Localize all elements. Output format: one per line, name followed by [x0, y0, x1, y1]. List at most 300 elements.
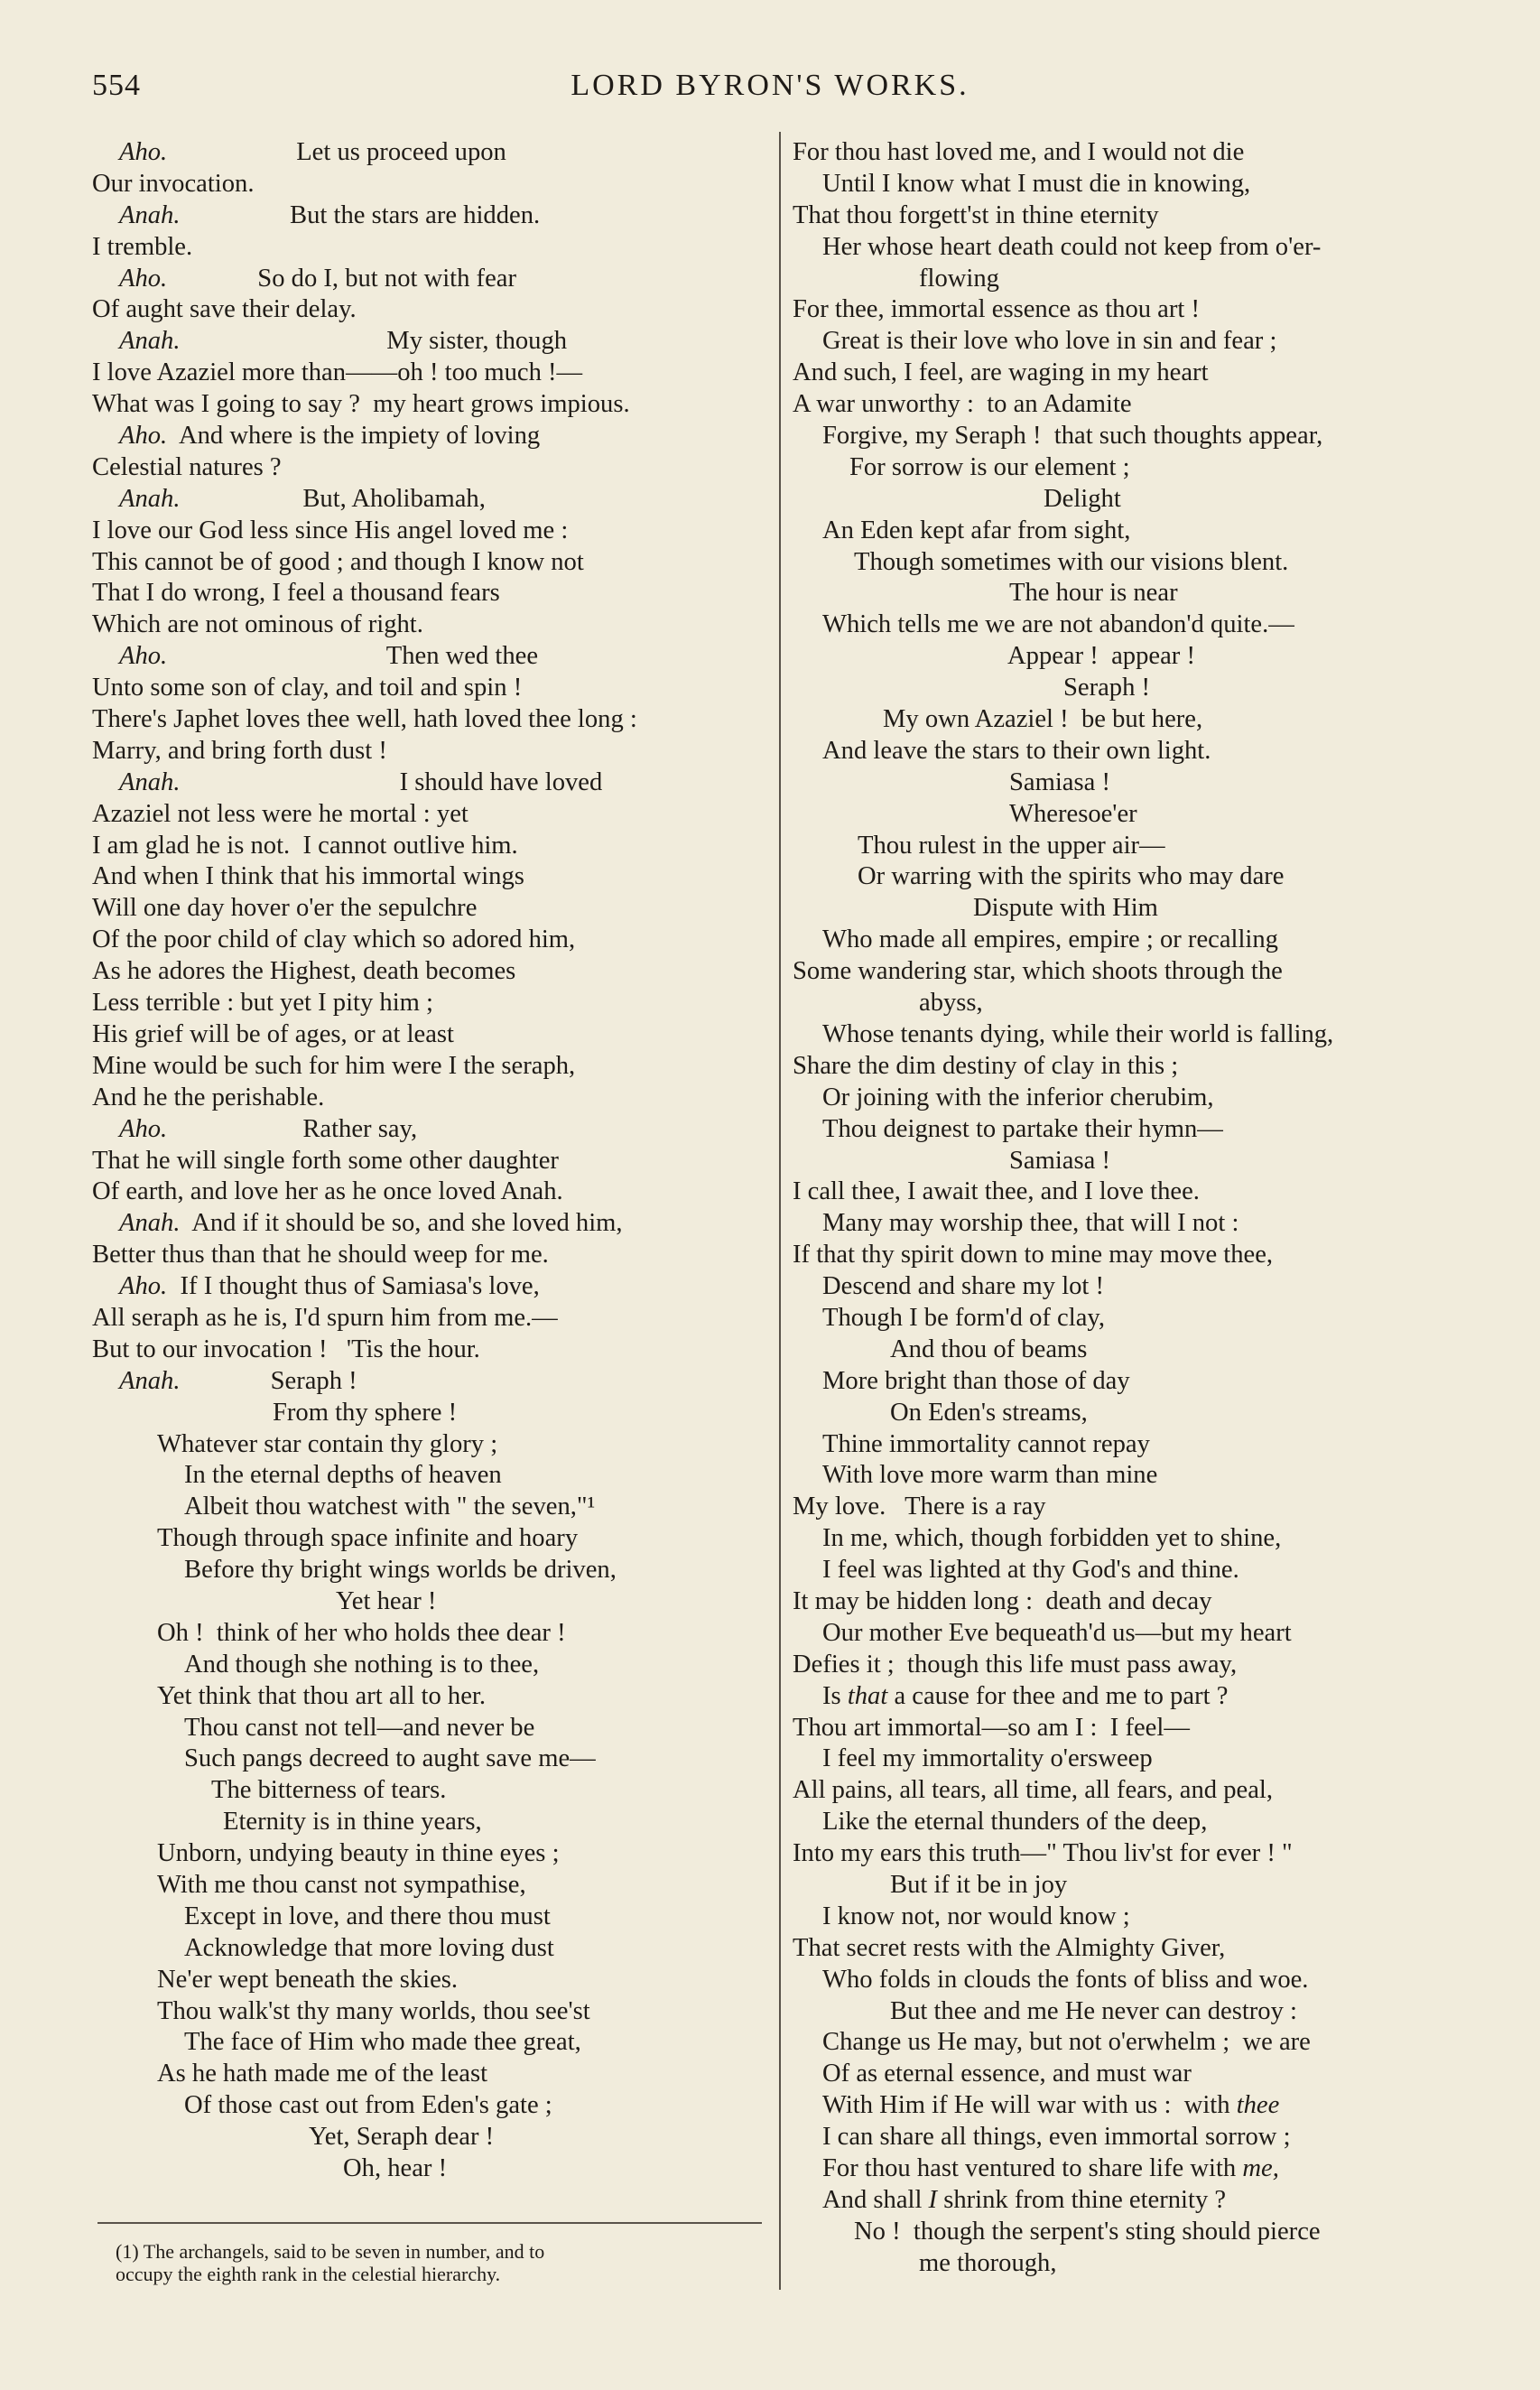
verse-line [793, 326, 1465, 358]
line-text: There's Japhet loves thee well, hath loved thee long : [92, 705, 637, 734]
verse-line [92, 1146, 765, 1177]
verse-line [92, 861, 765, 893]
verse-line-text [119, 485, 486, 513]
line-text: I tremble. [92, 232, 193, 261]
verse-line [793, 1051, 1465, 1083]
line-text: Let us proceed upon [167, 138, 506, 166]
line-text: Eternity is in thine years, [223, 1808, 482, 1837]
verse-line-text [92, 832, 518, 860]
left-column [92, 137, 765, 2185]
verse-line-text [822, 1966, 1308, 1994]
line-text: I feel my immortality o'ersweep [822, 1744, 1153, 1773]
verse-line-text [822, 233, 1321, 261]
line-text: Into my ears this truth—" Thou liv'st for ever ! " [793, 1839, 1293, 1868]
line-text: No ! though the serpent's sting should pierce [854, 2217, 1321, 2246]
verse-line [793, 389, 1465, 421]
verse-line-text [92, 989, 433, 1017]
page-number: 554 [92, 69, 141, 102]
line-text: As he adores the Highest, death becomes [92, 957, 516, 986]
verse-line-text [822, 925, 1278, 953]
line-text: But the stars are hidden. [180, 200, 541, 229]
verse-line [793, 1398, 1465, 1429]
verse-line [92, 1933, 765, 1965]
verse-line [92, 1019, 765, 1051]
verse-line-text [92, 925, 575, 953]
verse-line [92, 1996, 765, 2028]
verse-line-text [157, 1966, 458, 1994]
verse-line-text [793, 1651, 1237, 1679]
verse-line-text [92, 1304, 558, 1332]
verse-line-text [822, 1209, 1238, 1237]
verse-line-text [919, 989, 983, 1017]
verse-line-text [336, 1587, 436, 1615]
verse-line-text [92, 705, 637, 733]
line-text: Which tells me we are not abandon'd quite.— [822, 610, 1294, 639]
verse-line [793, 2027, 1465, 2059]
footnote [116, 2240, 765, 2285]
verse-line-text [119, 1272, 540, 1300]
line-text: Who folds in clouds the fonts of bliss and woe. [822, 1965, 1309, 1994]
verse-line-text [854, 548, 1288, 576]
verse-line [793, 1965, 1465, 1996]
line-text: Oh ! think of her who holds thee dear ! [157, 1618, 566, 1647]
speaker-name: Aho. [119, 642, 168, 671]
line-text: And such, I feel, are waging in my heart [793, 358, 1209, 387]
line-text: What was I going to say ? my heart grows impious. [92, 390, 630, 419]
verse-line-text [890, 1997, 1297, 2025]
verse-line [793, 1303, 1465, 1334]
verse-line [92, 673, 765, 704]
verse-line [92, 1429, 765, 1461]
verse-line-text [822, 2060, 1192, 2088]
line-text: With love more warm than mine [822, 1461, 1158, 1490]
line-text: Great is their love who love in sin and fear ; [822, 327, 1277, 356]
line-text: Yet think that thou art all to her. [157, 1681, 487, 1710]
verse-line [793, 831, 1465, 862]
verse-line-text [822, 2186, 1226, 2214]
verse-line-text [157, 1839, 560, 1867]
verse-line-text [793, 1177, 1200, 1205]
speaker-name: Aho. [119, 1272, 168, 1301]
line-text: Rather say, [167, 1114, 418, 1143]
verse-line-text [119, 642, 538, 670]
verse-line-text [157, 1524, 578, 1552]
verse-line-text [119, 422, 540, 450]
verse-line-text [973, 894, 1158, 922]
verse-line [793, 421, 1465, 452]
verse-line [793, 1271, 1465, 1303]
verse-line [92, 767, 765, 799]
speaker-name: Aho. [119, 1114, 168, 1143]
verse-line [793, 1902, 1465, 1933]
line-text: But if it be in joy [890, 1870, 1068, 1899]
line-text: Less terrible : but yet I pity him ; [92, 989, 434, 1018]
line-text: I should have loved [180, 767, 603, 796]
verse-line-text [92, 358, 582, 386]
verse-line-text [890, 1399, 1088, 1427]
verse-line-text [822, 1115, 1223, 1143]
line-text: And he the perishable. [92, 1083, 325, 1111]
verse-line-text [119, 1209, 623, 1237]
verse-line-text [157, 1619, 566, 1647]
line-text: For thou hast loved me, and I would not die [793, 138, 1245, 166]
line-text: And shall [822, 2185, 929, 2214]
verse-line [793, 452, 1465, 484]
line-text: Her whose heart death could not keep from o'er- [822, 232, 1322, 261]
line-text: Though I be form'd of clay, [822, 1303, 1105, 1332]
line-text: As he hath made me of the least [157, 2060, 488, 2088]
line-text: For thou hast ventured to share life with [822, 2154, 1243, 2182]
line-text: Such pangs decreed to aught save me— [184, 1744, 596, 1773]
verse-line [793, 264, 1465, 295]
emphasis-text: thee [1236, 2091, 1280, 2120]
line-text: More bright than those of day [822, 1366, 1130, 1395]
verse-line [793, 1744, 1465, 1775]
verse-line [92, 1398, 765, 1429]
verse-line-text [822, 2123, 1291, 2151]
verse-line-text [92, 1241, 549, 1269]
verse-line [793, 1460, 1465, 1492]
line-text: Wheresoe'er [1009, 799, 1137, 828]
line-text: shrink from thine eternity ? [937, 2185, 1227, 2214]
verse-line-text [858, 862, 1284, 890]
footnote-text: occupy the eighth rank in the celestial hierarchy. [116, 2263, 501, 2285]
verse-line [793, 2153, 1465, 2185]
footnote-line [116, 2240, 765, 2263]
verse-line-text [822, 2028, 1311, 2056]
line-text: That he will single forth some other daughter [92, 1146, 559, 1175]
verse-line-text [119, 327, 567, 355]
verse-line-text [92, 957, 515, 985]
verse-line [92, 1744, 765, 1775]
line-text: a cause for thee and me to part ? [887, 1681, 1229, 1710]
verse-line-text [273, 1399, 457, 1427]
verse-line-text [919, 2249, 1056, 2277]
running-header: LORD BYRON'S WORKS. [571, 69, 969, 102]
line-text: Who made all empires, empire ; or recalling [822, 925, 1278, 954]
verse-line [92, 1586, 765, 1618]
verse-line [793, 484, 1465, 516]
verse-line-text [822, 327, 1276, 355]
verse-line [793, 294, 1465, 326]
verse-line-text [92, 516, 568, 544]
verse-line [92, 358, 765, 389]
verse-line [793, 1870, 1465, 1902]
line-text: For sorrow is our element ; [849, 452, 1130, 481]
line-text: And where is the impiety of loving [167, 422, 541, 451]
verse-line [793, 609, 1465, 641]
verse-line-text [184, 1493, 595, 1520]
line-text: Of as eternal essence, and must war [822, 2060, 1192, 2088]
verse-line [92, 831, 765, 862]
verse-line [793, 516, 1465, 547]
verse-line [92, 2122, 765, 2153]
verse-line [793, 799, 1465, 831]
verse-line-text [793, 957, 1283, 985]
verse-line [793, 704, 1465, 736]
line-text: Descend and share my lot ! [822, 1272, 1105, 1301]
line-text: Celestial natures ? [92, 452, 282, 481]
verse-line-text [1009, 800, 1137, 828]
verse-line-text [184, 1902, 551, 1930]
verse-line-text [119, 138, 506, 166]
verse-line-text [157, 1682, 486, 1710]
verse-line [92, 1208, 765, 1240]
verse-line-text [793, 1587, 1212, 1615]
verse-line [793, 956, 1465, 988]
verse-line-text [793, 295, 1200, 323]
line-text: With me thou canst not sympathise, [157, 1870, 526, 1899]
verse-line [92, 736, 765, 767]
line-text: If I thought thus of Samiasa's love, [167, 1272, 540, 1301]
verse-line-text [822, 1524, 1281, 1552]
verse-line-text [919, 265, 999, 293]
line-text: But to our invocation ! 'Tis the hour. [92, 1334, 480, 1363]
verse-line [793, 1523, 1465, 1555]
verse-line [793, 232, 1465, 264]
line-text: If that thy spirit down to mine may move thee, [793, 1241, 1274, 1269]
verse-line [793, 1019, 1465, 1051]
line-text: Defies it ; though this life must pass away, [793, 1650, 1238, 1679]
verse-line-text [822, 1083, 1214, 1111]
line-text: Our invocation. [92, 169, 255, 198]
line-text: Thou walk'st thy many worlds, thou see'st [157, 1996, 590, 2025]
speaker-name: Anah. [119, 1209, 181, 1238]
line-text: Of aught save their delay. [92, 295, 357, 324]
verse-line [793, 1933, 1465, 1965]
line-text: And if it should be so, and she loved him, [180, 1209, 623, 1238]
verse-line-text [184, 1744, 596, 1772]
verse-line [92, 421, 765, 452]
verse-line-text [1009, 1147, 1110, 1175]
verse-line-text [793, 1714, 1190, 1742]
line-text: Whose tenants dying, while their world is falling, [822, 1019, 1334, 1048]
verse-line-text [119, 1367, 357, 1395]
verse-line-text [890, 1871, 1067, 1899]
verse-line [92, 232, 765, 264]
verse-line [793, 1083, 1465, 1114]
verse-line [92, 516, 765, 547]
verse-line-text [92, 170, 254, 198]
verse-line-text [1063, 674, 1150, 702]
verse-line [92, 988, 765, 1019]
line-text: Our mother Eve bequeath'd us—but my heart [822, 1618, 1292, 1647]
line-text: Seraph ! [180, 1366, 357, 1395]
emphasis-text: me, [1242, 2154, 1279, 2182]
verse-line [92, 1303, 765, 1334]
verse-line-text [849, 453, 1130, 481]
verse-line [793, 767, 1465, 799]
verse-line [92, 2090, 765, 2122]
line-text: His grief will be of ages, or at least [92, 1019, 454, 1048]
verse-line [92, 389, 765, 421]
verse-line [92, 1681, 765, 1713]
line-text: Ne'er wept beneath the skies. [157, 1965, 459, 1994]
verse-line-text [184, 1651, 539, 1679]
line-text: Samiasa ! [1009, 1146, 1110, 1175]
verse-line-text [822, 422, 1322, 450]
verse-line [92, 1713, 765, 1744]
verse-line [793, 861, 1465, 893]
verse-line [793, 1650, 1465, 1681]
emphasis-text: I [928, 2185, 938, 2214]
line-text: This cannot be of good ; and though I know not [92, 547, 584, 576]
verse-line-text [223, 1808, 482, 1836]
verse-line [793, 1618, 1465, 1650]
verse-line-text [822, 2154, 1279, 2182]
line-text: And though she nothing is to thee, [184, 1650, 540, 1679]
verse-line-text [793, 1493, 1046, 1520]
line-text: So do I, but not with fear [167, 264, 516, 293]
verse-line [92, 1902, 765, 1933]
verse-line-text [92, 1177, 563, 1205]
verse-line [92, 641, 765, 673]
verse-line [92, 200, 765, 232]
line-text: A war unworthy : to an Adamite [793, 390, 1132, 419]
verse-line-text [157, 1997, 590, 2025]
line-text: For thee, immortal essence as thou art ! [793, 295, 1201, 324]
verse-line [92, 169, 765, 200]
verse-line-text [184, 2091, 552, 2119]
footnote-rule [97, 2222, 762, 2224]
verse-line [793, 1681, 1465, 1713]
verse-line-text [822, 1304, 1105, 1332]
line-text: Then wed thee [167, 642, 539, 671]
line-text: And leave the stars to their own light. [822, 736, 1211, 765]
verse-line [793, 1492, 1465, 1523]
verse-line [793, 1114, 1465, 1146]
verse-line [92, 893, 765, 925]
line-text: I love our God less since His angel loved me : [92, 516, 569, 544]
line-text: The bitterness of tears. [211, 1776, 447, 1805]
verse-line [793, 1807, 1465, 1838]
verse-line [793, 2122, 1465, 2153]
verse-line [92, 294, 765, 326]
verse-line [793, 1429, 1465, 1461]
line-text: Of those cast out from Eden's gate ; [184, 2091, 552, 2120]
verse-line [92, 1051, 765, 1083]
verse-line-text [157, 1430, 497, 1458]
verse-line [793, 1334, 1465, 1366]
verse-line [793, 641, 1465, 673]
line-text: Unborn, undying beauty in thine eyes ; [157, 1839, 560, 1868]
verse-line [92, 2059, 765, 2090]
verse-line-text [822, 1682, 1228, 1710]
verse-line [92, 578, 765, 609]
verse-line [92, 1870, 765, 1902]
line-text: It may be hidden long : death and decay [793, 1586, 1212, 1615]
verse-line [92, 1460, 765, 1492]
line-text: In the eternal depths of heaven [184, 1461, 502, 1490]
verse-line [793, 358, 1465, 389]
line-text: Forgive, my Seraph ! that such thoughts appear, [822, 422, 1323, 451]
verse-line-text [92, 1147, 559, 1175]
line-text: Azaziel not less were he mortal : yet [92, 799, 468, 828]
line-text: Or warring with the spirits who may dare [858, 862, 1285, 891]
line-text: Marry, and bring forth dust ! [92, 736, 387, 765]
verse-line [793, 1775, 1465, 1807]
verse-line [793, 547, 1465, 579]
line-text: The face of Him who made thee great, [184, 2028, 581, 2057]
line-text: Appear ! appear ! [1007, 642, 1195, 671]
verse-line-text [1009, 768, 1110, 796]
verse-line [793, 1366, 1465, 1398]
line-text: Delight [1044, 484, 1121, 513]
speaker-name: Anah. [119, 1366, 181, 1395]
verse-line-text [119, 1115, 417, 1143]
line-text: Or joining with the inferior cherubim, [822, 1083, 1214, 1111]
line-text: But, Aholibamah, [180, 484, 486, 513]
line-text: Whatever star contain thy glory ; [157, 1429, 498, 1458]
verse-line-text [858, 832, 1165, 860]
line-text: On Eden's streams, [890, 1398, 1088, 1427]
verse-line-text [793, 1776, 1273, 1804]
verse-line-text [184, 2028, 581, 2056]
line-text: abyss, [919, 989, 983, 1018]
verse-line [92, 799, 765, 831]
line-text: I love Azaziel more than——oh ! too much !— [92, 358, 583, 387]
verse-line-text [92, 579, 500, 607]
verse-line [92, 1366, 765, 1398]
line-text: An Eden kept afar from sight, [822, 516, 1131, 544]
verse-line [793, 1996, 1465, 2028]
speaker-name: Aho. [119, 422, 168, 451]
verse-line-text [1009, 579, 1178, 607]
line-text: All seraph as he is, I'd spurn him from me.— [92, 1303, 558, 1332]
verse-line-text [822, 170, 1250, 198]
speaker-name: Aho. [119, 138, 168, 166]
verse-line [92, 1271, 765, 1303]
verse-line-text [793, 138, 1244, 166]
line-text: Many may worship thee, that will I not : [822, 1209, 1239, 1238]
verse-line [92, 264, 765, 295]
line-text: Is [822, 1681, 848, 1710]
verse-line [92, 1176, 765, 1208]
speaker-name: Anah. [119, 767, 181, 796]
verse-line [793, 673, 1465, 704]
verse-line [793, 2059, 1465, 2090]
line-text: Yet, Seraph dear ! [309, 2123, 495, 2152]
verse-line-text [822, 516, 1130, 544]
line-text: Share the dim destiny of clay in this ; [793, 1051, 1179, 1080]
verse-line-text [184, 1714, 534, 1742]
line-text: Acknowledge that more loving dust [184, 1933, 554, 1962]
verse-line [793, 925, 1465, 956]
speaker-name: Anah. [119, 327, 181, 356]
verse-line-text [822, 737, 1211, 765]
line-text: Dispute with Him [973, 894, 1158, 923]
verse-line [92, 1650, 765, 1681]
verse-line [92, 925, 765, 956]
line-text: Of the poor child of clay which so adored him, [92, 925, 576, 954]
footnote-text: (1) The archangels, said to be seven in number, and to [116, 2240, 545, 2263]
verse-line-text [822, 1744, 1153, 1772]
verse-line-text [92, 1052, 575, 1080]
verse-line [793, 2217, 1465, 2248]
verse-line [793, 2248, 1465, 2280]
verse-line [92, 1555, 765, 1586]
verse-line-text [822, 1461, 1157, 1489]
line-text: With Him if He will war with us : with [822, 2091, 1237, 2120]
verse-line-text [309, 2123, 494, 2151]
verse-line [92, 1114, 765, 1146]
verse-line-text [92, 1083, 324, 1111]
verse-line [92, 326, 765, 358]
line-text: Thou canst not tell—and never be [184, 1713, 535, 1742]
verse-line [793, 1586, 1465, 1618]
verse-line [793, 1240, 1465, 1271]
verse-line [92, 1807, 765, 1838]
